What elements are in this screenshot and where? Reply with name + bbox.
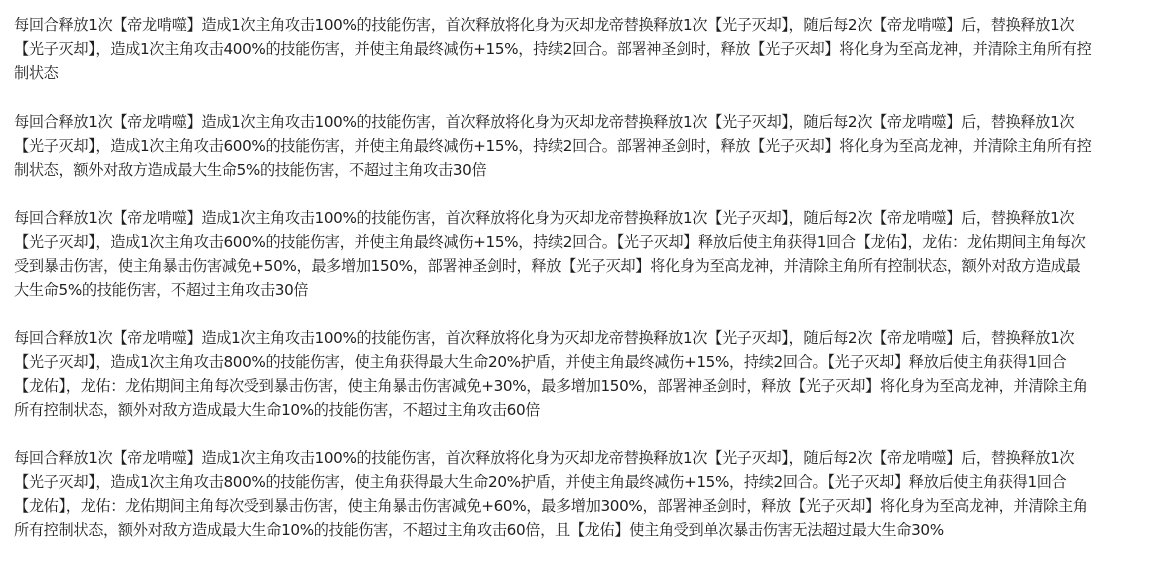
skill-level-2-text: 每回合释放1次【帝龙啃噬】造成1次主角攻击100%的技能伤害，首次释放将化身为灭却龙帝替换释放1次【光子灭却】，随后每2次【帝龙啃噬】后，替换释放1次 【光子灭却】，造成1次主角攻击600%的技能伤害，并使主角最终减伤+15%，持续2回合。部署神圣剑时，释放【光子灭却】将化身为至高龙神，并清除主角所有控 制状态，额外对敌方造成最大生命5%的技能伤害，不超过主角攻击30倍 [14,113,1092,179]
skill-level-1-text: 每回合释放1次【帝龙啃噬】造成1次主角攻击100%的技能伤害，首次释放将化身为灭却龙帝替换释放1次【光子灭却】，随后每2次【帝龙啃噬】后，替换释放1次 【光子灭却】，造成1次主角攻击400%的技能伤害，并使主角最终减伤+15%，持续2回合。部署神圣剑时，释放【光子灭却】将化身为至高龙神，并清除主角所有控 制状态 [14,16,1092,82]
skill-level-5-text: 每回合释放1次【帝龙啃噬】造成1次主角攻击100%的技能伤害，首次释放将化身为灭却龙帝替换释放1次【光子灭却】，随后每2次【帝龙啃噬】后，替换释放1次 【光子灭却】，造成1次主角攻击800%的技能伤害，使主角获得最大生命20%护盾，并使主角最终减伤+15%，持续2回合。【光子灭却】释放后使主角获得1回合 【龙佑】，龙佑：龙佑期间主角每次受到暴击伤害，使主角暴击伤害减免+60%，最多增加300%，部署神圣剑时，释放【光子灭却】将化身为至高龙神，并清除主角 所有控制状态，额外对敌方造成最大生命10%的技能伤害，不超过主角攻击60倍，且【龙佑】使主角受到单次暴击伤害无法超过最大生命30% [14,449,1088,539]
skill-level-3-text: 每回合释放1次【帝龙啃噬】造成1次主角攻击100%的技能伤害，首次释放将化身为灭却龙帝替换释放1次【光子灭却】，随后每2次【帝龙啃噬】后，替换释放1次 【光子灭却】，造成1次主角攻击600%的技能伤害，并使主角最终减伤+15%，持续2回合。【光子灭却】释放后使主角获得1回合【龙佑】，龙佑：龙佑期间主角每次 受到暴击伤害，使主角暴击伤害减免+50%，最多增加150%，部署神圣剑时，释放【光子灭却】将化身为至高龙神，并清除主角所有控制状态，额外对敌方造成最 大生命5%的技能伤害，不超过主角攻击30倍 [14,209,1086,299]
skill-level-4-text: 每回合释放1次【帝龙啃噬】造成1次主角攻击100%的技能伤害，首次释放将化身为灭却龙帝替换释放1次【光子灭却】，随后每2次【帝龙啃噬】后，替换释放1次 【光子灭却】，造成1次主角攻击800%的技能伤害，使主角获得最大生命20%护盾，并使主角最终减伤+15%，持续2回合。【光子灭却】释放后使主角获得1回合 【龙佑】，龙佑：龙佑期间主角每次受到暴击伤害，使主角暴击伤害减免+30%，最多增加150%，部署神圣剑时，释放【光子灭却】将化身为至高龙神，并清除主角 所有控制状态，额外对敌方造成最大生命10%的技能伤害，不超过主角攻击60倍 [14,329,1088,419]
